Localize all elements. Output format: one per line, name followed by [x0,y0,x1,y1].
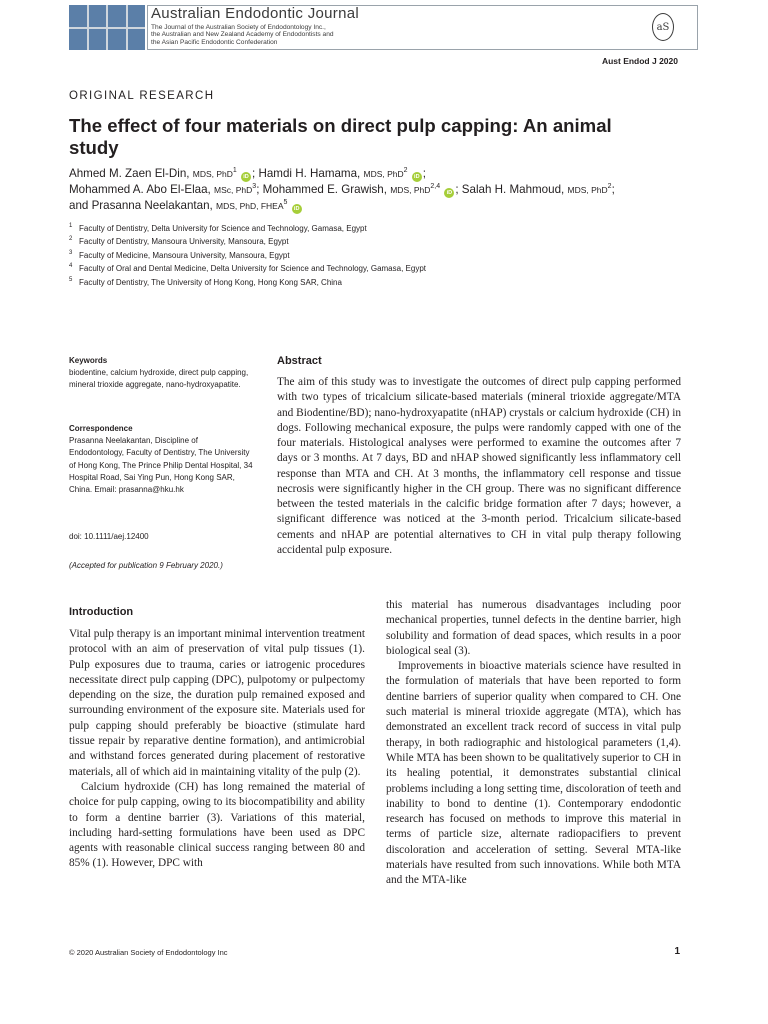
author-degree: MDS, PhD [390,185,431,195]
section-label: ORIGINAL RESEARCH [69,90,215,102]
affiliation-item [69,262,629,275]
author-affiliation-sup: 1 [232,167,237,175]
body-column-right [386,598,681,889]
journal-subtitle-line: the Australian and New Zealand Academy of Endodontists and [151,31,334,39]
affiliation-item [69,276,629,289]
body-column-left [69,627,365,872]
affiliation-item [69,235,629,248]
affiliation-text: Faculty of Medicine, Mansoura University, Mansoura, Egypt [79,250,290,260]
mosaic-tile [89,5,107,27]
accepted-date: (Accepted for publication 9 February 2020.) [69,561,223,570]
orcid-icon[interactable]: iD [444,188,454,198]
mosaic-tile [128,5,146,27]
author-affiliation-sup: 2 [607,183,612,191]
affiliation-text: Faculty of Oral and Dental Medicine, Delta University for Science and Technology, Gamasa, Egypt [79,264,426,274]
author-affiliation-sup: 2,4 [430,183,441,191]
journal-subtitle [151,24,334,46]
mosaic-tile [108,5,126,27]
correspondence-heading: Correspondence [69,424,133,433]
affiliation-item [69,249,629,262]
orcid-icon[interactable]: iD [412,172,422,182]
orcid-icon[interactable]: iD [292,204,302,214]
society-logo-icon [652,13,674,41]
author-name: and Prasanna Neelakantan, [69,199,213,212]
journal-name: Australian Endodontic Journal [151,5,359,22]
body-paragraph: Improvements in bioactive materials science have resulted in the formulation of materials that have been reported to form dentine barriers of superior quality when compared to CH. One such material is mineral trioxide aggregate (MTA), which has demonstrated an excellent track record of success in vital pulp therapy, in both radiographic and histological parameters (1,4). While MTA has been shown to be qualitatively superior to CH in its healing potential, it demonstrates substantial clinical problems including a long setting time, discoloration of teeth and inability to bond to dentine (1). Contemporary endodontic research has focused on methods to improve this material in terms of particle size, alternate radiopacifiers to prevent discoloration and acceleration of setting. Several MTA-like materials have resulted from such innovations. While both MTA and the MTA-like [386,660,681,887]
author-affiliation-sup: 5 [283,199,288,207]
journal-logo-mosaic [69,5,145,50]
mosaic-tile [69,29,87,51]
mosaic-tile [89,29,107,51]
affiliation-number: 2 [69,236,73,243]
journal-subtitle-line: the Asian Pacific Endodontic Confederation [151,38,278,46]
body-paragraph: Vital pulp therapy is an important minimal intervention treatment protocol with an aim of preservation of vital pulp tissues (1). Pulp exposures due to trauma, caries or iatrogenic procedures necessitate direct pulp capping (DPC), pulpotomy or pulpectomy depending on the size, the duration pulp remained exposed and surrounding environment of the exposure site. Materials used for pulp capping should preferably be bioactive (stimulate hard tissue repair by reparative dentine formation), and antimicrobial and withstand forces generated during placement of restorative materials, all of which aid in maintaining vitality of the pulp (2). [69,628,365,778]
mosaic-tile [69,5,87,27]
author-degree: MSc, PhD [214,185,253,195]
author-name: Ahmed M. Zaen El-Din, [69,167,190,180]
affiliation-list [69,222,629,289]
author-degree: MDS, PhD [567,185,608,195]
affiliation-text: Faculty of Dentistry, The University of Hong Kong, Hong Kong SAR, China [79,277,342,287]
author-degree: MDS, PhD [363,169,404,179]
author-separator: ; [611,183,615,196]
correspondence-text: Prasanna Neelakantan, Discipline of Endodontology, Faculty of Dentistry, The University of Hong Kong, The Prince Philip Dental Hospital, 34 Hospital Road, Sai Ying Pun, Hong Kong SAR, China. Email: prasanna@hku.hk [69,436,253,495]
affiliation-text: Faculty of Dentistry, Mansoura University, Mansoura, Egypt [79,237,289,247]
body-paragraph: Calcium hydroxide (CH) has long remained the material of choice for pulp capping, owing to its biocompatibility and ability to form a dentine barrier (3). Variations of this material, including hard-setting formulations have been used as DPC agents with reasonable clinical success ranging between 80 and 85% (1). However, DPC with [69,780,365,870]
affiliation-number: 1 [69,223,73,229]
author-affiliation-sup: 2 [403,167,408,175]
orcid-icon[interactable]: iD [241,172,251,182]
author-affiliation-sup: 3 [252,183,257,191]
journal-subtitle-line: The Journal of the Australian Society of Endodontology Inc., [151,24,326,31]
society-logo-text: aS [656,21,670,33]
affiliation-number: 3 [69,249,73,256]
keywords-heading: Keywords [69,356,108,365]
abstract-heading: Abstract [277,355,322,367]
author-degree: MDS, PhD [192,169,233,179]
affiliation-number: 4 [69,263,73,270]
affiliation-text: Faculty of Dentistry, Delta University for Science and Technology, Gamasa, Egypt [79,224,367,233]
mosaic-tile [108,29,126,51]
affiliation-item [69,222,629,235]
journal-citation: Aust Endod J 2020 [601,56,678,66]
mosaic-tile [128,29,146,51]
author-name: ; Salah H. Mahmoud, [455,183,565,196]
doi-link[interactable]: doi: 10.1111/aej.12400 [69,532,149,541]
author-name: Mohammed A. Abo El-Elaa, [69,183,211,196]
body-paragraph: this material has numerous disadvantages including poor mechanical properties, tunnel defects in the dentine barrier, high solubility and formation of dead spaces, which results in a poor biological seal (3). [386,599,681,657]
affiliation-number: 5 [69,276,73,283]
article-title: The effect of four materials on direct pulp capping: An animal study [69,115,612,158]
author-separator: ; [422,167,427,180]
abstract-text: The aim of this study was to investigate the outcomes of direct pulp capping performed with two types of tricalcium silicate-based materials (mineral trioxide aggregate/MTA and Biodentine/BD); nano-hydroxyapatite (nHAP) crystals or calcium hydroxide (CH) in dogs. Following mechanical exposure, the pulps were randomly capped with one of the four materials. Histological analyses were performed to examine the outcomes after 7 days or 3 months. At 7 days, BD and nHAP showed significantly less inflammatory cell response than MTA and CH. At 3 months, the inflammatory cell response and tissue necrosis were significantly higher in the CH group. There was no significant difference between the tested materials in the calcific bridge formation after 7 days; however, a significant difference was noticed at the 3-month period. Tricalcium silicate-based cements and nHAP are potential alternatives to CH in vital pulp therapy following accidental pulp exposure. [277,376,681,556]
author-list [69,166,709,214]
author-name: ; Mohammed E. Grawish, [256,183,387,196]
introduction-heading: Introduction [69,606,134,618]
author-degree: MDS, PhD, FHEA [215,201,284,211]
page-number: 1 [674,946,680,957]
footer-copyright: © 2020 Australian Society of Endodontology Inc [69,948,228,957]
author-name: ; Hamdi H. Hamama, [252,167,361,180]
keywords-text: biodentine, calcium hydroxide, direct pulp capping, mineral trioxide aggregate, nano-hydroxyapatite. [69,368,249,390]
